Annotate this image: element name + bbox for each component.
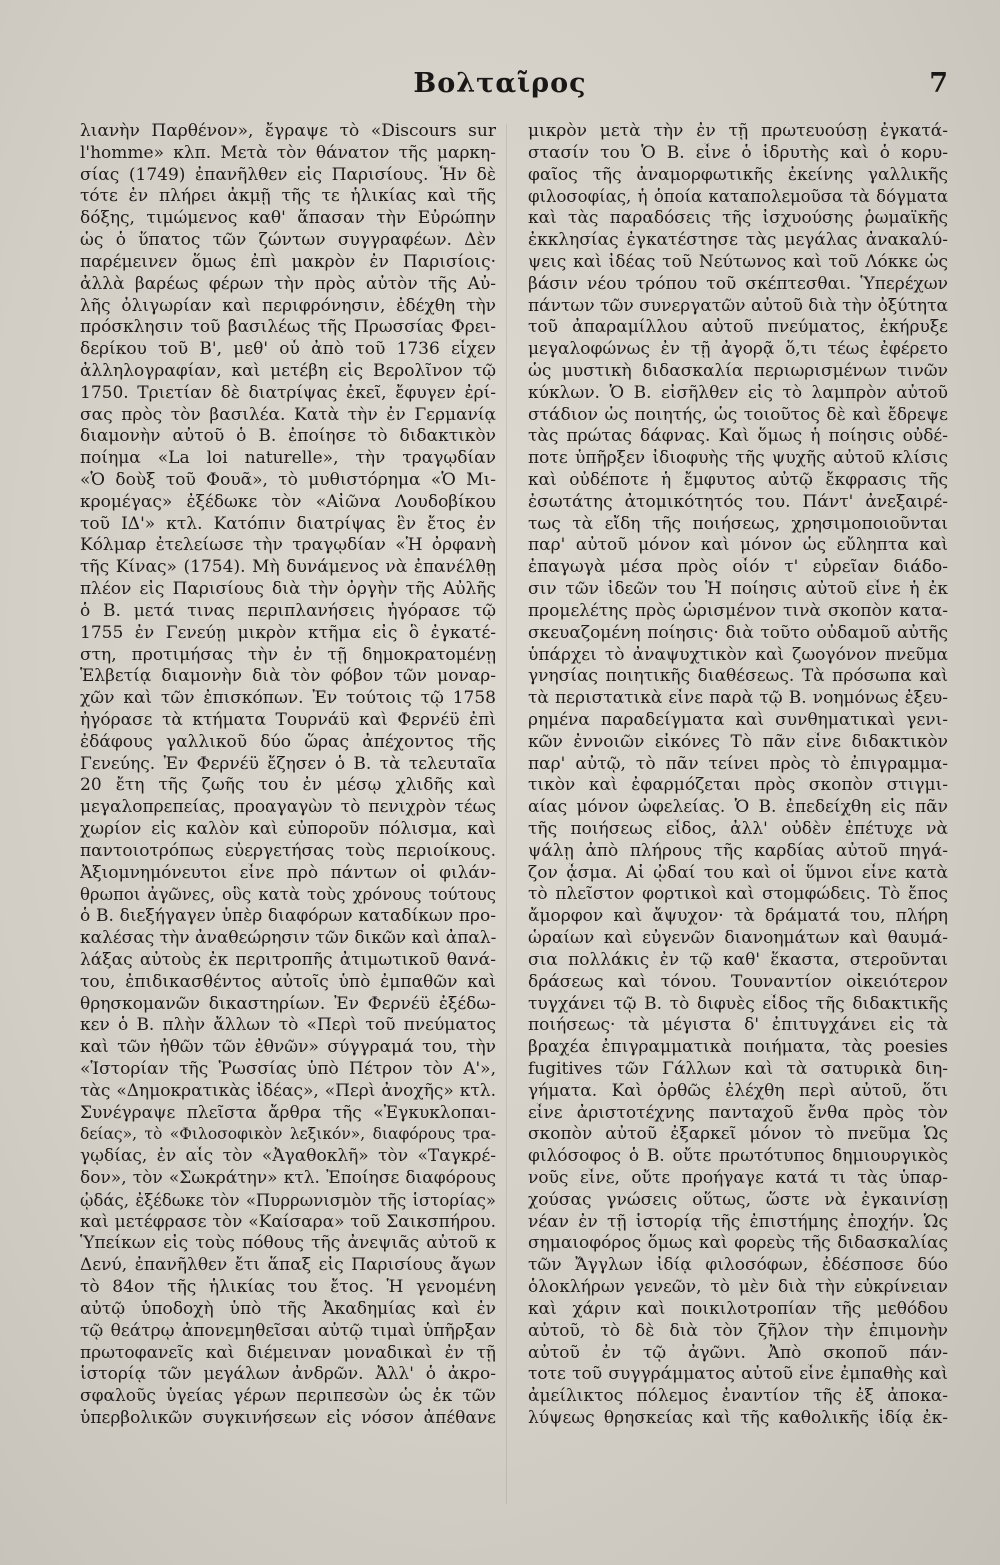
page-number: 7 (929, 68, 948, 99)
text-line: λιανὴν Παρθένον», ἔγραψε τὸ «Discours sur (80, 121, 496, 141)
text-line: τὰς «Δημοκρατικὰς ἰδέας», «Περὶ ἀνοχῆς» κτλ. (80, 1080, 496, 1101)
text-line: ἐκκλησίας ἐγκατέστησε τὰς μεγάλας ἀνακαλύ- (528, 230, 948, 251)
text-line: ἀμείλικτος πόλεμος ἐναντίον τῆς ἐξ ἀποκα- (528, 1386, 948, 1407)
text-line: ἀλληλογραφίαν, καὶ μετέβη εἰς Βερολῖνον τῷ (80, 360, 496, 381)
text-line: fugitives τῶν Γάλλων καὶ τὰ σατυρικὰ διη- (528, 1058, 948, 1079)
text-line: 1750. Τριετίαν δὲ διατρίψας ἐκεῖ, ἔφυγεν ἐρί- (80, 382, 496, 403)
text-line: τοτε τοῦ συγγράμματος αὐτοῦ εἶνε ἐμπαθὴς καὶ (528, 1364, 948, 1385)
text-line: δράσεως καὶ τόνου. Τουναντίον οἰκειότερον (528, 971, 948, 992)
text-line: θρησκομανῶν δικαστηρίων. Ἐν Φερνέϋ ἐξέδω- (80, 993, 496, 1014)
text-line: λύψεως θρησκείας καὶ τῆς καθολικῆς ἰδίᾳ ἐκ- (528, 1407, 948, 1428)
left-text-column (80, 121, 496, 1430)
text-line: ποιήσεως· τὰ μέγιστα δ' ἐπιτυγχάνει εἰς τὰ (528, 1015, 948, 1036)
text-line: κεν ὁ Β. πλὴν ἄλλων τὸ «Περὶ τοῦ πνεύματος (80, 1015, 496, 1036)
text-line: ἄμορφον καὶ ἄψυχον· τὰ δράματά του, πλήρη (528, 906, 948, 927)
text-line: φιλοσοφίας, ἡ ὁποία καταπολεμοῦσα τὰ δόγματα (528, 187, 948, 207)
text-line: διαμονὴν αὐτοῦ ὁ Β. ἐποίησε τὸ διδακτικὸν (80, 426, 496, 447)
text-line: γήματα. Καὶ ὀρθῶς ἐλέχθη περὶ αὐτοῦ, ὅτι (528, 1080, 948, 1101)
text-line: ἐπαγωγὰ μέσα πρὸς οἷόν τ' εὐρεῖαν διάδο- (528, 557, 948, 578)
text-line: τῆς ποιήσεως εἶδος, ἀλλ' οὐδὲν ἐπέτυχε νὰ (528, 819, 948, 839)
text-line: κῶν ἐννοιῶν εἰκόνες Τὸ πᾶν εἶνε διδακτικὸν (528, 731, 948, 752)
text-line: κρομέγας» ἐξέδωκε τὸν «Αἰῶνα Λουδοβίκου (80, 491, 496, 512)
text-line: μεγαλοφώνως ἐν τῇ ἀγορᾷ ὅ,τι τέως ἐφέρετο (528, 339, 948, 360)
text-line: παρ' αὐτοῦ μόνον καὶ μόνον ὡς εὔληπτα καὶ (528, 535, 948, 556)
text-line: καὶ χάριν καὶ ποικιλοτροπίαν τῆς μεθόδου (528, 1298, 948, 1319)
text-line: σας πρὸς τὸν βασιλέα. Κατὰ τὴν ἐν Γερμανίᾳ (80, 404, 496, 425)
text-line: αὐτοῦ, τὸ δὲ διὰ τὸν ζῆλον τὴν ἐπιμονὴν (528, 1320, 948, 1341)
text-line: βραχέα ἐπιγραμματικὰ ποιήματα, τὰς poesies (528, 1037, 948, 1058)
text-line: στη, προτιμήσας τὴν ἐν τῇ δημοκρατομένῃ (80, 644, 496, 665)
text-line: παντοιοτρόπως εὐεργετήσας τοὺς περιοίκους. (80, 840, 496, 861)
text-line: Κόλμαρ ἐτελείωσε τὴν τραγῳδίαν «Ἡ ὀρφανὴ (80, 535, 496, 556)
text-line: σκευαζομένη ποίησις· διὰ τοῦτο οὐδαμοῦ αὐτῆς (528, 622, 948, 643)
text-line: Ἀξιομνημόνευτοι εἶνε πρὸ πάντων οἱ φιλάν- (80, 862, 496, 883)
text-line: σημαιοφόρος ὅμως καὶ φορεὺς τῆς διδασκαλίας (528, 1233, 948, 1254)
text-line: φαῖος τῆς ἀναμορφωτικῆς ἐκείνης γαλλικῆς (528, 164, 948, 185)
text-line: βάσιν νέου τρόπου τοῦ σκέπτεσθαι. Ὑπερέχων (528, 273, 948, 294)
column-gutter (506, 124, 507, 1504)
text-line: τυγχάνει τῷ Β. τὸ διφυὲς εἶδος τῆς διδακτικῆς (528, 993, 948, 1014)
text-line: πρωτοφανεῖς καὶ διέμειναν μοναδικαὶ ἐν τῇ (80, 1342, 496, 1363)
text-line: ὑπερβολικῶν συγκινήσεων εἰς νόσον ἀπέθανε (80, 1407, 496, 1428)
text-line: χῶν καὶ τῶν ἐπισκόπων. Ἐν τούτοις τῷ 1758 (80, 688, 496, 709)
text-line: καὶ τὰς παραδόσεις τῆς ἰσχυούσης ῥωμαϊκῆς (528, 208, 948, 229)
text-line: πρόσκλησιν τοῦ βασιλέως τῆς Πρωσσίας Φρει- (80, 317, 496, 338)
text-line: Ὑπείκων εἰς τοὺς πόθους τῆς ἀνεψιᾶς αὐτοῦ κ (80, 1233, 496, 1254)
text-line: προμελέτης πρὸς ὡρισμένον τινὰ σκοπὸν κατα- (528, 600, 948, 621)
text-line: ὑπάρχει τὸ ἀναψυχτικὸν καὶ ζωογόνον πνεῦμα (528, 644, 948, 665)
text-line: Συνέγραψε πλεῖστα ἄρθρα τῆς «Ἐγκυκλοπαι- (80, 1102, 496, 1123)
text-line: κύκλων. Ὁ Β. εἰσῆλθεν εἰς τὸ λαμπρὸν αὐτοῦ (528, 382, 948, 403)
text-line: αίας μόνον ὠφελείας. Ὁ Β. ἐπεδείχθη εἰς πᾶν (528, 797, 948, 818)
text-line: τὰ περιστατικὰ εἶνε παρὰ τῷ Β. νοημόνως ἐξευ- (528, 688, 948, 709)
text-line: ψεις καὶ ἰδέας τοῦ Νεύτωνος καὶ τοῦ Λόκκε ὡς (528, 251, 948, 272)
text-line: καὶ μετέφρασε τὸν «Καίσαρα» τοῦ Σαικσπήρου. (80, 1211, 496, 1232)
text-line: καὶ οὐδέποτε ἡ ἔμφυτος αὐτῷ ἔκφρασις τῆς (528, 470, 948, 490)
text-line: φιλόσοφος ὁ Β. οὔτε πρωτότυπος δημιουργικὸς (528, 1146, 948, 1167)
text-line: σκοπὸν αὐτοῦ ἐξαρκεῖ μόνον τὸ πνεῦμα Ὡς (528, 1124, 948, 1145)
text-line: γῳδίας, ἐν αἷς τὸν «Ἀγαθοκλῆ» τὸν «Ταγκρέ- (80, 1146, 496, 1167)
text-line: θρωποι ἀγῶνες, οὓς κατὰ τοὺς χρόνους τούτους (80, 885, 496, 905)
text-line: ψάλῃ ἀπὸ πλήρους τῆς καρδίας αὐτοῦ πηγά- (528, 840, 948, 861)
text-line: εἶνε ἀριστοτέχνης πανταχοῦ ἔνθα πρὸς τὸν (528, 1102, 948, 1123)
text-line: καὶ τῶν ἠθῶν τῶν ἐθνῶν» σύγγραμά του, τὴν (80, 1037, 496, 1058)
text-line: ἐδάφους γαλλικοῦ δύο ὥρας ἀπέχοντος τῆς (80, 731, 496, 752)
text-line: τῷ θεάτρῳ ἀπονεμηθεῖσαι αὐτῷ τιμαὶ ὑπῆρξαν (80, 1320, 496, 1341)
text-line: πάντων τῶν συνεργατῶν αὐτοῦ διὰ τὴν ὀξύτητα (528, 295, 948, 316)
text-line: δερίκου τοῦ Β', μεθ' οὗ ἀπὸ τοῦ 1736 εἶχεν (80, 339, 496, 360)
text-line: ὁλοκλήρων γενεῶν, τὸ μὲν διὰ τὴν εὐκρίνειαν (528, 1277, 948, 1298)
text-line: Ἑλβετίᾳ διαμονὴν διὰ τὸν φόβον τῶν μοναρ- (80, 666, 496, 687)
text-line: ᾠδάς, ἐξέδωκε τὸν «Πυρρωνισμὸν τῆς ἱστορίας» (80, 1190, 496, 1210)
text-line: τὰς πρώτας δάφνας. Καὶ ὅμως ἡ ποίησις οὐδέ- (528, 426, 948, 447)
text-line: ζον ᾆσμα. Αἱ ᾠδαί του καὶ οἱ ὕμνοι εἶνε κατὰ (528, 862, 948, 883)
text-line: αὐτοῦ ἐν τῷ ἀγῶνι. Ἀπὸ σκοποῦ πάν- (528, 1342, 948, 1363)
text-line: ἱστορίᾳ τῶν μεγάλων ἀνδρῶν. Ἀλλ' ὁ ἀκρο- (80, 1364, 496, 1385)
text-line: χούσας γνώσεις οὕτως, ὥστε νὰ ἐγκαινίσῃ (528, 1189, 948, 1210)
text-line: στάδιον ὡς ποιητής, ὡς τοιοῦτος δὲ καὶ ἔδρεψε (528, 404, 948, 425)
text-line: μικρὸν μετὰ τὴν ἐν τῇ πρωτευούσῃ ἐγκατά- (528, 121, 948, 141)
text-line: ὁ Β. διεξήγαγεν ὑπὲρ διαφόρων καταδίκων προ- (80, 906, 496, 927)
text-line: Δενύ, ἐπανῆλθεν ἔτι ἅπαξ εἰς Παρισίους ἄγων (80, 1255, 496, 1276)
text-line: «Ὁ δοὺξ τοῦ Φουᾶ», τὸ μυθιστόρημα «Ὁ Μι- (80, 470, 496, 490)
text-line: πλέον εἰς Παρισίους διὰ τὴν ὀργὴν τῆς Αὐλῆς (80, 579, 496, 600)
text-line: ὡς μυστικὴ διδασκαλία περιωρισμένων τινῶν (528, 360, 948, 381)
text-line: ὡς ὁ ὕπατος τῶν ζώντων συγγραφέων. Δὲν (80, 230, 496, 251)
text-line: ὁ Β. μετά τινας περιπλανήσεις ἠγόρασε τῷ (80, 600, 496, 621)
text-line: νοῦς εἶνε, οὔτε προήγαγε κατά τι τὰς ὑπαρ- (528, 1168, 948, 1188)
text-line: μεγαλοπρεπείας, προαγαγὼν τὸ πενιχρὸν τέως (80, 797, 496, 818)
text-line: ὡραίων καὶ εὐγενῶν διανοημάτων καὶ θαυμά- (528, 928, 948, 949)
text-line: σια πολλάκις ἐν τῷ καθ' ἕκαστα, στεροῦνται (528, 949, 948, 970)
text-line: παρ' αὐτῷ, τὸ πᾶν τείνει πρὸς τὸ ἐπιγραμμα- (528, 753, 948, 774)
text-line: 1755 ἐν Γενεύῃ μικρὸν κτῆμα εἰς ὃ ἐγκατέ- (80, 622, 496, 643)
text-line: ἀλλὰ βαρέως φέρων τὴν πρὸς αὐτὸν τῆς Αὐ- (80, 273, 496, 294)
text-line: τὸ πλεῖστον φορτικοὶ καὶ στομφώδεις. Τὸ ἔπος (528, 884, 948, 905)
text-line: ἐσωτάτης ἀτομικότητός του. Πάντ' ἀνεξαιρέ- (528, 491, 948, 512)
text-line: δόξης, τιμώμενος καθ' ἅπασαν τὴν Εὐρώπην (80, 208, 496, 229)
running-title: Βολταῖρος (413, 68, 587, 99)
text-line: τοῦ ἀπαραμίλλου αὐτοῦ πνεύματος, ἐκήρυξε (528, 317, 948, 338)
text-line: τῶν Ἄγγλων ἰδίᾳ φιλοσόφων, ἐδέσποσε δύο (528, 1255, 948, 1276)
text-line: ρημένα παραδείγματα καὶ συνθηματικαὶ γενι- (528, 709, 948, 730)
text-line: l'homme» κλπ. Μετὰ τὸν θάνατον τῆς μαρκη- (80, 142, 496, 163)
text-line: παρέμεινεν ὅμως ἐπὶ μακρὸν ἐν Παρισίοις· (80, 251, 496, 272)
text-line: Γενεύης. Ἐν Φερνέϋ ἔζησεν ὁ Β. τὰ τελευταῖα (80, 753, 496, 774)
text-line: ἠγόρασε τὰ κτήματα Τουρνάϋ καὶ Φερνέϋ ἐπὶ (80, 709, 496, 730)
text-line: χωρίον εἰς καλὸν καὶ εὐποροῦν πόλισμα, καὶ (80, 819, 496, 839)
text-line: γνησίας ποιητικῆς διαθέσεως. Τὰ πρόσωπα καὶ (528, 666, 948, 687)
text-line: δείας», τὸ «Φιλοσοφικὸν λεξικόν», διαφόρους τρα- (80, 1125, 496, 1144)
text-line: του, ἐπιδικασθέντος αὐτοῖς ὑπὸ ἐμπαθῶν καὶ (80, 971, 496, 992)
text-line: ποτε ὑπῆρξεν ἰδιοφυὴς τῆς ψυχῆς αὐτοῦ κλίσις (528, 448, 948, 469)
right-text-column (528, 121, 948, 1430)
text-line: τότε ἐν πλήρει ἀκμῇ τῆς τε ἡλικίας καὶ τῆς (80, 186, 496, 207)
text-line: στασίν του Ὁ Β. εἶνε ὁ ἱδρυτὴς καὶ ὁ κορυ- (528, 142, 948, 163)
text-line: δον», τὸν «Σωκράτην» κτλ. Ἐποίησε διαφόρους (80, 1168, 496, 1188)
text-line: σίας (1749) ἐπανῆλθεν εἰς Παρισίους. Ἦν δὲ (80, 164, 496, 185)
text-line: σιν τῶν ἰδεῶν του Ἡ ποίησις αὐτοῦ εἶνε ἡ ἐκ (528, 579, 948, 600)
text-line: σφαλοῦς ὑγείας γέρων περιπεσὼν ὡς ἐκ τῶν (80, 1386, 496, 1407)
text-line: λῆς ὀλιγωρίαν καὶ περιφρόνησιν, ἐδέχθη τὴν (80, 295, 496, 316)
text-line: νέαν ἐν τῇ ἱστορίᾳ τῆς ἐπιστήμης ἐποχήν. Ὡς (528, 1211, 948, 1232)
text-line: λάξας αὐτοὺς ἐκ περιτροπῆς ἀτιμωτικοῦ θανά- (80, 949, 496, 970)
text-line: τὸ 84ον τῆς ἡλικίας του ἔτος. Ἡ γενομένη (80, 1277, 496, 1298)
text-line: τῆς Κίνας» (1754). Μὴ δυνάμενος νὰ ἐπανέλθῃ (80, 557, 496, 578)
text-line: «Ἱστορίαν τῆς Ῥωσσίας ὑπὸ Πέτρον τὸν Α'», (80, 1058, 496, 1079)
text-line: καλέσας τὴν ἀναθεώρησιν τῶν δικῶν καὶ ἀπαλ- (80, 928, 496, 949)
text-line: τως τὰ εἴδη τῆς ποιήσεως, χρησιμοποιοῦνται (528, 513, 948, 534)
text-line: τοῦ ΙΔ'» κτλ. Κατόπιν διατρίψας ἓν ἔτος ἐν (80, 513, 496, 534)
text-line: ποίημα «La loi naturelle», τὴν τραγῳδίαν (80, 448, 496, 469)
text-line: αὐτῷ ὑποδοχὴ ὑπὸ τῆς Ἀκαδημίας καὶ ἐν (80, 1298, 496, 1319)
page-header (0, 64, 1000, 114)
text-line: τικὸν καὶ ἐφαρμόζεται πρὸς σκοπὸν στιγμι- (528, 775, 948, 796)
text-line: 20 ἔτη τῆς ζωῆς του ἐν μέσῳ χλιδῆς καὶ (80, 775, 496, 796)
